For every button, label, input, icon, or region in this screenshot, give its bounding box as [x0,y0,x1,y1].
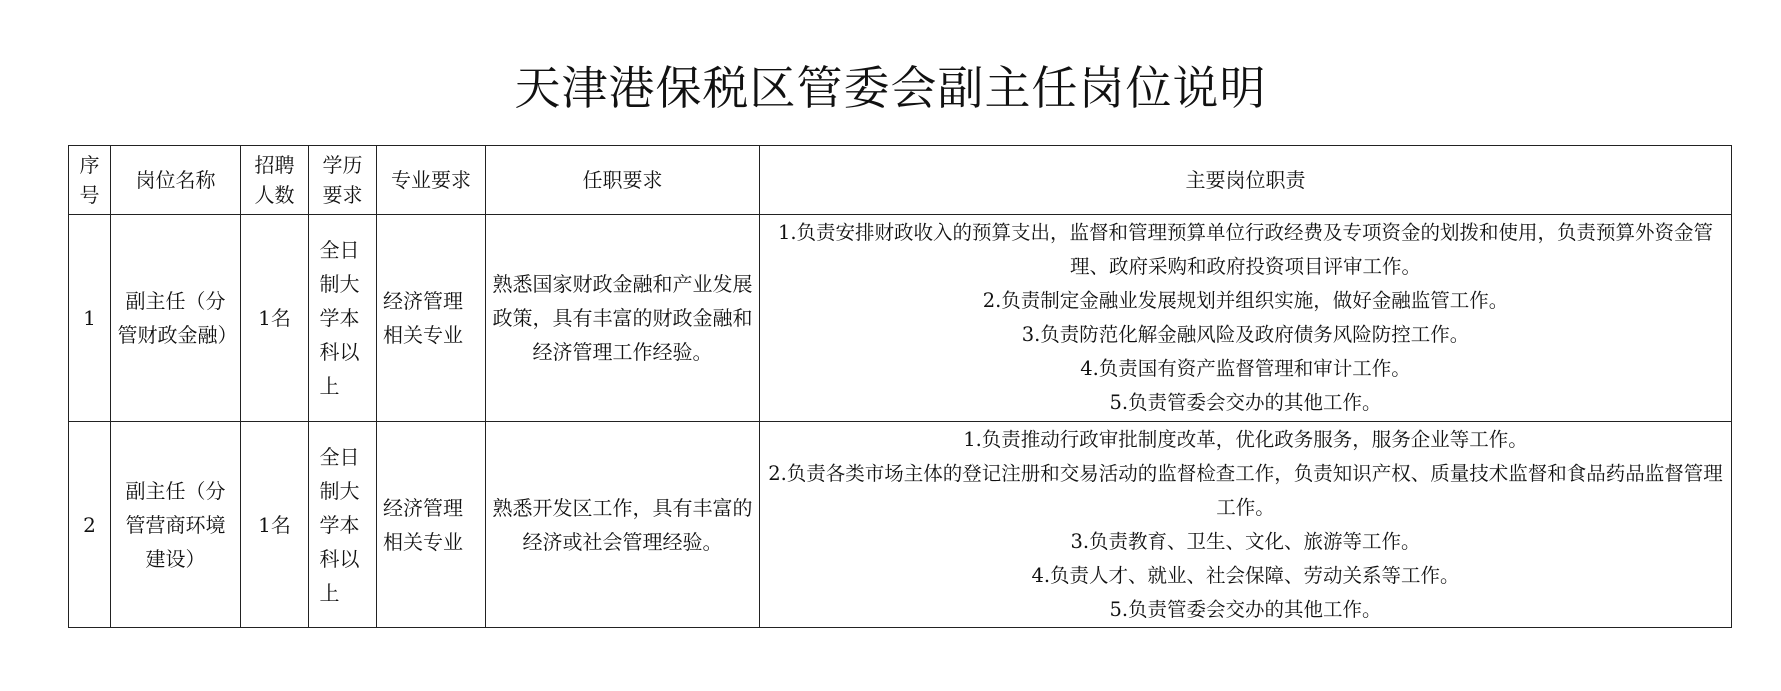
cell-duties [760,422,1732,628]
duty-item: 4.负责人才、就业、社会保障、劳动关系等工作。 [1031,563,1460,587]
cell-education [309,215,377,422]
cell-major [377,215,486,422]
position-table [68,145,1732,628]
cell-post-name [111,215,241,422]
header-post-name: 岗位名称 [111,146,241,215]
post-name-text: 副主任（分管财政金融） [117,289,238,347]
header-headcount-label: 招聘人数 [254,153,295,207]
duty-item: 1.负责安排财政收入的预算支出，监督和管理预算单位行政经费及专项资金的划拨和使用，负责预算外资金管理、政府采购和政府投资项目评审工作。 [777,221,1714,278]
duty-item: 1.负责推动行政审批制度改革，优化政务服务，服务企业等工作。 [963,427,1528,451]
duty-item: 5.负责管委会交办的其他工作。 [1109,597,1382,621]
cell-seq: 2 [69,422,111,628]
cell-headcount: 1名 [241,215,309,422]
header-duties: 主要岗位职责 [760,146,1732,215]
page-title: 天津港保税区管委会副主任岗位说明 [514,61,1267,115]
major-text: 经济管理相关专业 [383,495,463,554]
cell-duties [760,215,1732,422]
cell-education [309,422,377,628]
duty-item: 5.负责管委会交办的其他工作。 [1109,391,1382,414]
duty-item: 3.负责防范化解金融风险及政府债务风险防控工作。 [1021,323,1470,346]
duty-item: 4.负责国有资产监督管理和审计工作。 [1080,357,1411,380]
cell-post-name [111,422,241,628]
education-text: 全日制大学本科以上 [319,238,360,398]
header-qualification: 任职要求 [486,146,760,215]
cell-qualification: 熟悉开发区工作，具有丰富的经济或社会管理经验。 [486,422,760,628]
header-headcount [241,146,309,215]
education-text: 全日制大学本科以上 [319,444,360,605]
duty-item: 3.负责教育、卫生、文化、旅游等工作。 [1070,529,1421,553]
major-text: 经济管理相关专业 [383,289,463,347]
table-row [69,215,1732,422]
table-row [69,422,1732,628]
duty-item: 2.负责各类市场主体的登记注册和交易活动的监督检查工作，负责知识产权、质量技术监督和食品药品监督管理工作。 [768,461,1723,519]
duty-item: 2.负责制定金融业发展规划并组织实施，做好金融监管工作。 [982,289,1509,312]
header-seq [69,146,111,215]
header-major: 专业要求 [377,146,486,215]
cell-seq: 1 [69,215,111,422]
cell-headcount: 1名 [241,422,309,628]
header-education [309,146,377,215]
header-seq-label: 序号 [79,153,100,207]
post-name-text: 副主任（分管营商环境建设） [125,478,226,571]
cell-major [377,422,486,628]
header-education-label: 学历要求 [322,153,363,207]
cell-qualification: 熟悉国家财政金融和产业发展政策，具有丰富的财政金融和经济管理工作经验。 [486,215,760,422]
table-header-row [69,146,1732,215]
